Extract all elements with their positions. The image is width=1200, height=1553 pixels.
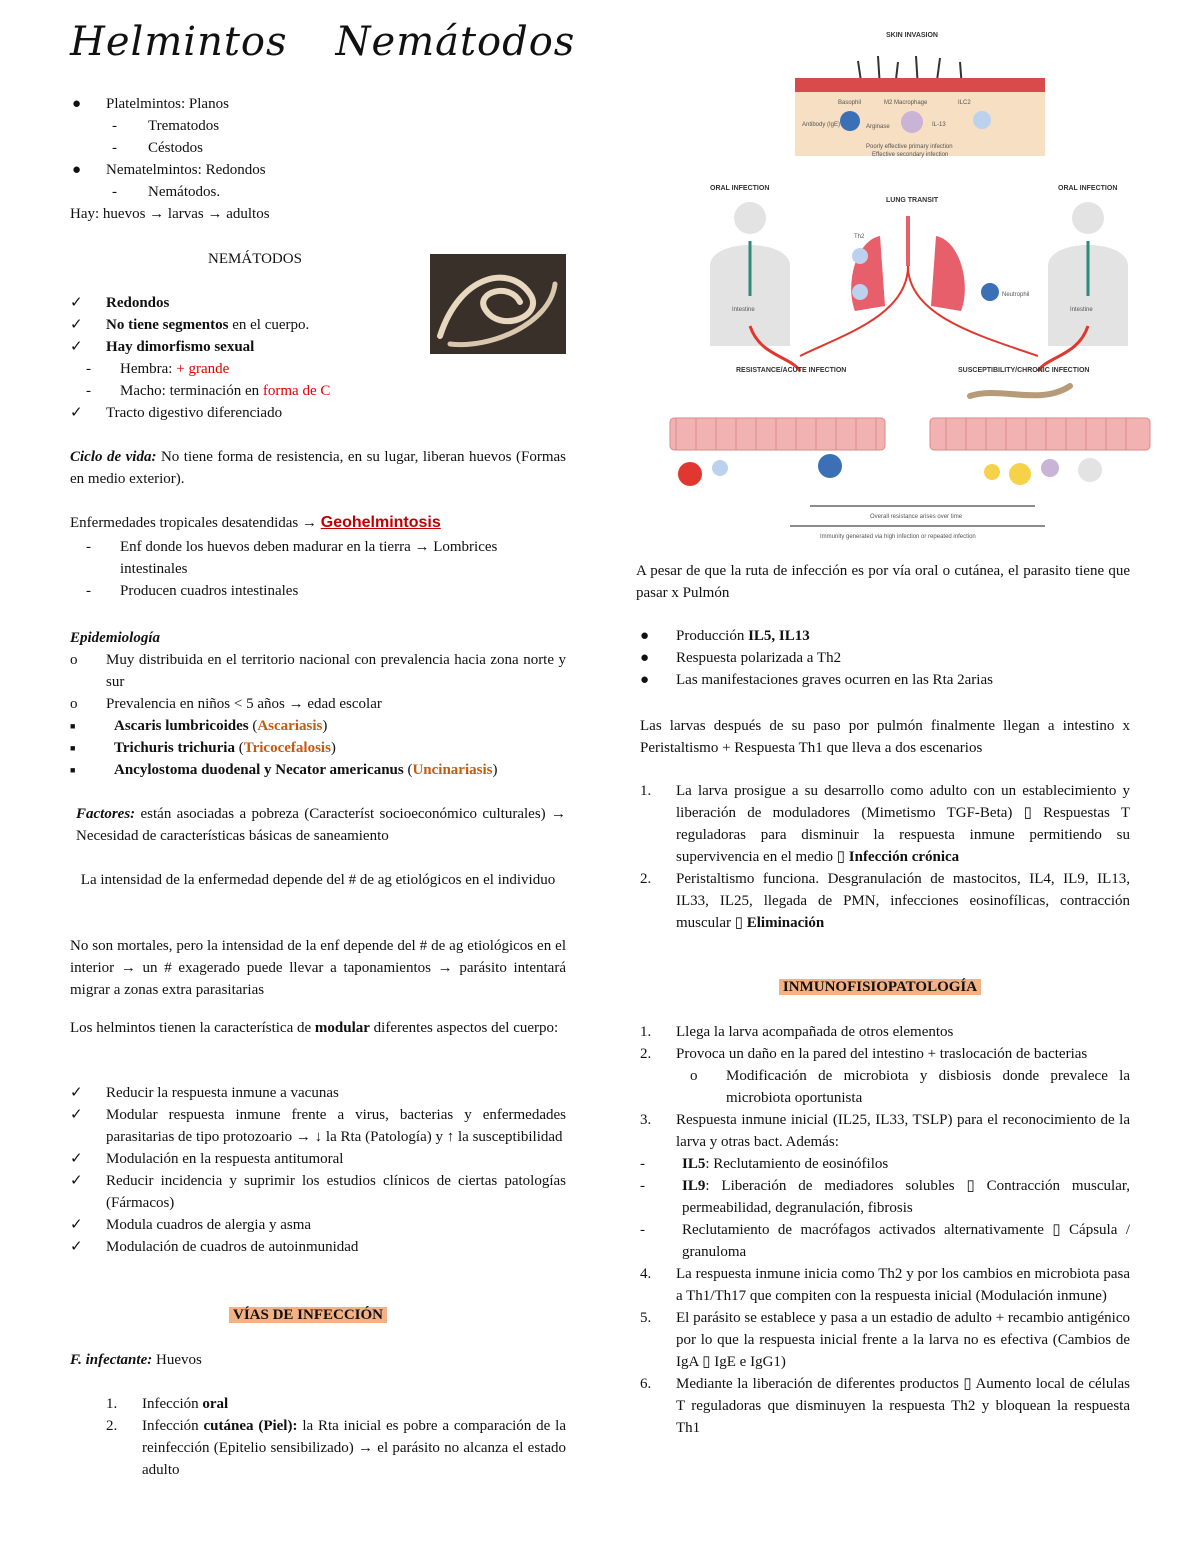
epidemiologia-label: Epidemiología xyxy=(70,630,160,646)
list-item: 2. Provoca un daño en la pared del intestino + traslocación de bacterias xyxy=(640,1046,1088,1062)
list-item: ■ Ancylostoma duodenal y Necator americanus (Uncinariasis) xyxy=(70,762,498,778)
svg-text:IL-13: IL-13 xyxy=(932,122,946,128)
list-item: ✓ Reducir la respuesta inmune a vacunas xyxy=(70,1082,566,1104)
svg-text:Intestine: Intestine xyxy=(732,307,755,313)
list-item: - Macho: terminación en forma de C xyxy=(86,383,331,399)
immune-response-diagram xyxy=(640,26,1180,546)
inmuno-list xyxy=(640,1021,1130,1439)
nematode-photo xyxy=(430,254,566,354)
check-icon: ✓ xyxy=(70,1217,83,1233)
check-icon: ✓ xyxy=(70,339,83,355)
list-item: ● Nematelmintos: Redondos xyxy=(72,162,266,178)
list-item: 2. Peristaltismo funciona. Desgranulación de mastocitos, IL4, IL9, IL13, IL33, IL25, llegada de PMN, infecciones eosinofílicas, contracción muscular ▯ Eliminación xyxy=(640,871,1130,931)
list-item: - Producen cuadros intestinales xyxy=(86,583,299,599)
list-item: - Trematodos xyxy=(112,118,220,134)
modulation-list xyxy=(70,1082,566,1258)
list-item: - IL5: Reclutamiento de eosinófilos xyxy=(640,1156,889,1172)
svg-text:M2 Macrophage: M2 Macrophage xyxy=(884,100,928,106)
list-item: ✓ Modulación en la respuesta antitumoral xyxy=(70,1148,566,1170)
list-item: ● Platelmintos: Planos xyxy=(72,96,229,112)
list-item: ■ Ascaris lumbricoides (Ascariasis) xyxy=(70,718,328,734)
section-heading-nematodos: NEMÁTODOS xyxy=(208,251,302,267)
vias-section: F. infectante: Huevos 1. Infección oral 2. Infección cutánea (Piel): la Rta inicial es pobre a comparación de la reinfección (Epitelio sensibilizado) → el parásito no alcanza el estado adulto xyxy=(70,1349,566,1481)
svg-text:ORAL INFECTION: ORAL INFECTION xyxy=(1058,185,1118,192)
svg-text:Immunity generated via high in: Immunity generated via high infection or repeated infection xyxy=(820,534,976,540)
svg-text:RESISTANCE/ACUTE INFECTION: RESISTANCE/ACUTE INFECTION xyxy=(736,367,847,374)
check-icon: ✓ xyxy=(70,317,83,333)
epidemiologia-section xyxy=(70,627,566,781)
list-item: - Nemátodos. xyxy=(112,184,221,200)
list-item: - Enf donde los huevos deben madurar en la tierra → Lombrices intestinales xyxy=(86,539,498,577)
svg-text:ILC2: ILC2 xyxy=(958,100,971,106)
svg-text:Antibody (IgE): Antibody (IgE) xyxy=(802,122,841,128)
check-icon: ✓ xyxy=(70,295,83,311)
escenarios-list xyxy=(640,780,1130,934)
check-icon: ✓ xyxy=(70,1239,83,1255)
factores-paragraph: Factores: están asociadas a pobreza (Característ socioeconómico culturales) → Necesidad de características básicas de saneamiento xyxy=(76,806,566,844)
modular-paragraph: Los helmintos tienen la característica de modular diferentes aspectos del cuerpo: xyxy=(70,1020,559,1036)
list-item: 4. La respuesta inmune inicia como Th2 y por los cambios en microbiota pasa a Th1/Th17 que compiten con la respuesta inicial (Modulación inmune) xyxy=(640,1266,1130,1304)
mortales-paragraph: No son mortales, pero la intensidad de la enf depende del # de ag etiológicos en el interior → un # exagerado puede llevar a taponamientos → parásito intentará migrar a zonas extra parasitarias xyxy=(70,938,566,998)
list-item: ● Respuesta polarizada a Th2 xyxy=(640,650,842,666)
list-item: 1. Llega la larva acompañada de otros elementos xyxy=(640,1024,954,1040)
list-item: ✓ Hay dimorfismo sexual xyxy=(70,336,566,358)
list-item: 6. Mediante la liberación de diferentes productos ▯ Aumento local de células T reguladoras que disminuyen la respuesta Th2 y bloquean la respuesta Th1 xyxy=(640,1376,1130,1436)
svg-text:ORAL INFECTION: ORAL INFECTION xyxy=(710,185,770,192)
svg-text:LUNG TRANSIT: LUNG TRANSIT xyxy=(886,197,939,204)
intensidad-paragraph: La intensidad de la enfermedad depende del # de ag etiológicos en el individuo xyxy=(80,872,556,888)
list-item: ✓ Modula cuadros de alergia y asma xyxy=(70,1214,566,1236)
figure-label: SKIN INVASION xyxy=(886,32,938,39)
list-item: 2. Infección cutánea (Piel): la Rta inicial es pobre a comparación de la reinfección (Epitelio sensibilizado) → el parásito no alcanza el estado adulto xyxy=(106,1418,566,1478)
check-icon: ✓ xyxy=(70,405,83,421)
list-item: ✓ No tiene segmentos en el cuerpo. xyxy=(70,314,566,336)
apesar-paragraph: A pesar de que la ruta de infección es por vía oral o cutánea, el parasito tiene que pasar x Pulmón xyxy=(636,563,1130,601)
list-item: ■ Trichuris trichuria (Tricocefalosis) xyxy=(70,740,336,756)
list-item: o Modificación de microbiota y disbiosis donde prevalece la microbiota oportunista xyxy=(690,1068,1130,1106)
svg-text:Arginase: Arginase xyxy=(866,124,890,130)
list-item: ✓ Tracto digestivo diferenciado xyxy=(70,402,566,424)
list-item: 1. La larva prosigue a su desarrollo como adulto con un establecimiento y liberación de moduladores (Mimetismo TGF-Beta) ▯ Respuestas T reguladoras para disminuir la respuesta inmune permitiendo su supervivencia en el medio ▯ Infección crónica xyxy=(640,783,1130,865)
list-item: ✓ Modulación de cuadros de autoinmunidad xyxy=(70,1236,566,1258)
svg-text:Poorly effective primary infec: Poorly effective primary infection xyxy=(866,144,953,150)
svg-text:Neutrophil: Neutrophil xyxy=(1002,292,1030,298)
list-item: - Hembra: + grande xyxy=(86,361,230,377)
svg-text:Overall resistance arises over: Overall resistance arises over time xyxy=(870,514,963,520)
bullets-list xyxy=(640,625,1130,691)
list-item: ● Producción IL5, IL13 xyxy=(640,628,810,644)
list-item: o Muy distribuida en el territorio nacional con prevalencia hacia zona norte y sur xyxy=(70,652,566,690)
section-heading-vias: VÍAS DE INFECCIÓN xyxy=(70,1304,546,1326)
lifecycle-line: Hay: huevos → larvas → adultos xyxy=(70,206,270,222)
svg-text:Intestine: Intestine xyxy=(1070,307,1093,313)
check-icon: ✓ xyxy=(70,1085,83,1101)
list-item: - Reclutamiento de macrófagos activados alternativamente ▯ Cápsula / granuloma xyxy=(640,1222,1130,1260)
list-item: - IL9: Liberación de mediadores solubles ▯ Contracción muscular, permeabilidad, degranulación, fibrosis xyxy=(640,1178,1130,1216)
list-item: ✓ Reducir incidencia y suprimir los estudios clínicos de ciertas patologías (Fármacos) xyxy=(70,1170,566,1214)
list-item: 1. Infección oral xyxy=(106,1396,229,1412)
larvas-paragraph: Las larvas después de su paso por pulmón finalmente llegan a intestino x Peristaltismo + Respuesta Th1 que lleva a dos escenarios xyxy=(640,718,1130,756)
geohelmintosis-link[interactable]: Geohelmintosis xyxy=(320,514,441,531)
list-item: ✓ Modular respuesta inmune frente a virus, bacterias y enfermedades parasitarias de tipo protozoario → ↓ la Rta (Patología) y ↑ la susceptibilidad xyxy=(70,1104,566,1148)
list-item: - Céstodos xyxy=(112,140,204,156)
check-icon: ✓ xyxy=(70,1151,83,1167)
svg-text:SUSCEPTIBILITY/CHRONIC INFECTI: SUSCEPTIBILITY/CHRONIC INFECTION xyxy=(958,367,1090,374)
check-icon: ✓ xyxy=(70,1173,83,1189)
list-item: 5. El parásito se establece y pasa a un estadio de adulto + recambio antigénico por lo que la respuesta inicial frente a la larva no es efectiva (Cambios de IgA ▯ IgE e IgG1) xyxy=(640,1310,1130,1370)
svg-text:Effective secondary infection: Effective secondary infection xyxy=(872,152,949,158)
page-title: Helmintos Nemátodos xyxy=(70,19,576,65)
classification-list xyxy=(70,93,566,225)
list-item: o Prevalencia en niños < 5 años → edad escolar xyxy=(70,696,382,712)
enfermedades-section: Enfermedades tropicales desatendidas → Geohelmintosis - Enf donde los huevos deben madurar en la tierra → Lombrices intestinales - Producen cuadros intestinales xyxy=(70,512,566,602)
section-heading-inmuno: INMUNOFISIOPATOLOGÍA xyxy=(640,976,1120,998)
list-item: 3. Respuesta inmune inicial (IL25, IL33, TSLP) para el reconocimiento de la larva y otras bact. Además: xyxy=(640,1112,1130,1150)
svg-text:Basophil: Basophil xyxy=(838,100,862,106)
check-icon: ✓ xyxy=(70,1107,83,1123)
list-item: ● Las manifestaciones graves ocurren en las Rta 2arias xyxy=(640,672,993,688)
list-item: ✓ Redondos xyxy=(70,292,566,314)
ciclo-paragraph: Ciclo de vida: No tiene forma de resistencia, en su lugar, liberan huevos (Formas en medio exterior). xyxy=(70,449,566,487)
svg-text:Th2: Th2 xyxy=(854,234,865,240)
